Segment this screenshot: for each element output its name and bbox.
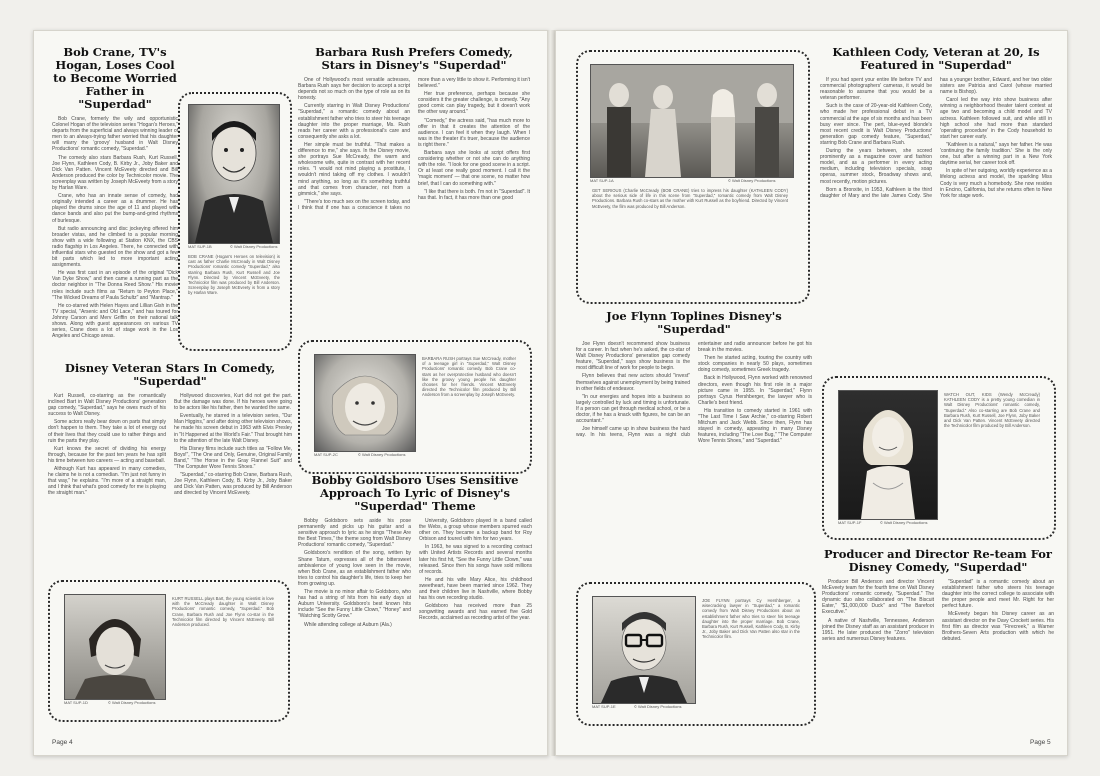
- paragraph: "Kathleen is a natural," says her father. He was 'continuing the family tradition.' She is the only one, but after a winning part in a New York daytime serial, her career took off.: [940, 141, 1052, 167]
- russell-portrait-icon: [65, 595, 165, 699]
- crane-photo: [188, 104, 280, 244]
- rush-photo-caption: BARBARA RUSH portrays Sue McCready, mother of a teenage girl in "Superdad," Walt Disney Productions' romantic comedy. Bob Crane co-stars as her overprotective husband who doesn't like the groovy young people his daughter chooses for her friends. Vincent McEveety directed the Technicolor film produced by Bill Anderson from a screenplay by Joseph McEveety.: [422, 356, 516, 398]
- cody-body: [820, 77, 1052, 201]
- paragraph: Back in Hollywood, Flynn worked with renowned directors, even though his first role in a major picture came in 1955. In "Superdad," Flynn portrays Cyrus Hershberger, the lawyer who is Charlie's best friend.: [698, 375, 812, 406]
- flynn-photo-caption: JOE FLYNN portrays Cy Hershberger, a wisecracking lawyer in "Superdad," a romantic comedy from Walt Disney Productions about an establishment father who tries to steer his teenage daughter into the proper marriage. Bob Crane, Barbara Rush, Kurt Russell, Kathleen Cody, B. Kirby Jr., Joby Baker and Dick Van Patten also star in the Technicolor film.: [702, 598, 800, 640]
- flynn-photo: [592, 596, 696, 704]
- crane-photo-caption: BOB CRANE (Hogan's Heroes on television) is cast as father Charlie McCready in Walt Disney Productions' romantic comedy "Superdad," also starring Barbara Rush, Kurt Russell and Joe Flynn. Directed by Vincent McEveety, the Technicolor film was produced by Bill Anderson. Screenplay by Joseph McEveety is from a story by Harlan Ware.: [188, 254, 280, 296]
- paragraph: Barbara says she looks at script offers first considering whether or not she can do anything with the role. "I look for one good scene in a script. Or at least one really good moment. I call it the 'magic moment' — that one scene, no matter how brief, that I can do something with.": [418, 150, 530, 187]
- paragraph: Producer Bill Anderson and director Vincent McEveety team for the fourth time on Walt Disney Productions' romantic comedy, "Superdad." The dynamic duo also collaborated on "The Biscuit Eater," "$1,000,000 Duck" and "The Barefoot Executive.": [822, 579, 934, 616]
- rush-photo-frame: [298, 340, 532, 474]
- paragraph: Eventually, he starred in a television series, "Our Man Higgins," and after doing other television shows, he made his screen debut in 1963 with Elvis Presley in "It Happened at the World's Fair." That brought him to the attention of the late Walt Disney.: [174, 413, 292, 444]
- paragraph: Born a Bronxite, in 1953, Kathleen is the third daughter of Mary and the late James Cody. She has a younger brother, Edward, and her two older sisters are Patricia and Carol (whose married name is Bishop).: [820, 77, 1052, 199]
- paragraph: "Comedy," the actress said, "has much more to offer in that it creates the attention of the audience. I can feel it when they laugh. When I was in the theater it's truer, because the audience is right there.": [418, 117, 530, 148]
- crane-photo-credit: MAT SUP-1B: [188, 244, 212, 249]
- page-number-left: Page 4: [52, 739, 73, 746]
- paragraph: Then he started acting, touring the country with stock companies in nearly 50 plays, sometimes doing comedy, sometimes Greek tragedy.: [698, 355, 812, 374]
- paragraph: Carol led the way into show business after winning a neighborhood theater talent contest at age two and becoming a child model and TV actress. Kathleen followed suit, and while still in high school she had more than standard 'operating procedure' in the Cody household to start her career early.: [940, 97, 1052, 140]
- crane-photo-rights: © Walt Disney Productions: [230, 244, 278, 249]
- goldsboro-article: [298, 474, 532, 736]
- group-scene-icon: [591, 65, 793, 177]
- paragraph: In spite of her outgoing, worldly experience as a lifelong actress and model, the sparkling Miss Cody is very much a homebody. She now resides in Encino, California, but she returns often to New York for stage work.: [940, 168, 1052, 199]
- russell-photo-frame: [48, 580, 290, 722]
- russell-article: [48, 362, 292, 562]
- paragraph: The movie is no minor affair to Goldsboro, who has had a string of hits from his early days at Auburn University. Goldsboro's best known hits include "See the Funny Little Clown," "Honey" and "Watching Scotty Grow.": [298, 589, 411, 620]
- paragraph: Bob Crane, formerly the wily and opportunistic Colonel Hogan of the television series "Hogan's Heroes," departs from the superficial and always winning leader of men to an always-trying father worried that his daughter will marry the 'groovy' husband in Walt Disney Productions' romantic comedy, "Superdad.": [52, 116, 178, 153]
- paragraph: Kurt knows the secret of dividing his energy through, because for the past ten years he has split his time between two careers — acting and baseball.: [48, 445, 166, 464]
- flynn-photo-credit: MAT SUP-1E: [592, 704, 616, 709]
- paragraph: In 1963, he was signed to a recording contract with United Artists Records and several months later his first hit, "See the Funny Little Clown," was released. Since then his songs have sold millions of records.: [419, 544, 532, 575]
- rush-photo-credit: MAT SUP-2C: [314, 452, 338, 457]
- group-photo-frame: [576, 50, 810, 304]
- paragraph: If you had spent your entire life before TV and commercial photographers' cameras, it would be reasonable to assume that you would be a veteran performer.: [820, 77, 932, 102]
- goldsboro-headline: Bobby Goldsboro Uses Sensitive Approach To Lyric of Disney's "Superdad" Theme: [311, 474, 519, 513]
- group-photo-caption: GET SERIOUS (Charlie McCready (BOB CRANE) tries to impress his daughter (KATHLEEN CODY) about the serious side of life in this scene from "Superdad," romantic comedy from Walt Disney Productions. Barbara Rush co-stars as the mother with Kurt Russell as the boyfriend. Directed by Vincent McEveety, the film was produced by Bill Anderson.: [592, 188, 788, 209]
- russell-headline: Disney Veteran Stars In Comedy, "Superdad": [64, 362, 276, 388]
- russell-photo-credit: MAT SUP-1D: [64, 700, 88, 705]
- group-photo: [590, 64, 794, 178]
- paragraph: The comedy also stars Barbara Rush, Kurt Russell, Joe Flynn, Kathleen Cody, B. Kirby Jr., Joby Baker and Dick Van Patten. Vincent McEveety directed and Bill Anderson produced the color by Technicolor movie. The screenplay was written by Joseph McEveety from a story by Harlan Ware.: [52, 154, 178, 192]
- paragraph: "There's too much sex on the screen today, and I think that if one has a conscience it takes no more than a very little to show it. Performing it isn't believed.": [298, 77, 530, 211]
- rush-headline: Barbara Rush Prefers Comedy, Stars in Disney's "Superdad": [315, 46, 513, 72]
- paragraph: "I like that there is both. I'm not in "Superdad". It has that. In fact, it has more than one good: [418, 188, 530, 201]
- paragraph: Joe Flynn doesn't recommend show business for a career. In fact when he's asked, the co-star of Walt Disney Productions' generation gap comedy feature, "Superdad," says show business is the most difficult line of work for people to begin.: [576, 341, 690, 372]
- paragraph: "Superdad" is a romantic comedy about an establishment father who steers his teenage daughter into the correct college to associate with the proper people and meet Mr. Right for her perfect future.: [942, 579, 1054, 610]
- paragraph: Goldsboro has received more than 25 songwriting awards and has earned five Gold Records, acclaimed as recording artist of the year.: [419, 603, 532, 622]
- group-photo-rights: © Walt Disney Productions: [728, 178, 776, 183]
- rush-article: [298, 46, 530, 336]
- russell-photo: [64, 594, 166, 700]
- crane-portrait-icon: [189, 105, 279, 243]
- crane-photo-frame: [178, 92, 292, 351]
- russell-photo-rights: © Walt Disney Productions: [108, 700, 156, 705]
- flynn-photo-rights: © Walt Disney Productions: [634, 704, 682, 709]
- paragraph: Flynn believes that new actors should "invest" themselves against unemployment by being trained in other fields of endeavor.: [576, 373, 690, 392]
- cody-photo-rights: © Walt Disney Productions: [880, 520, 928, 525]
- page-gutter: [547, 30, 555, 756]
- cody-portrait-icon: [839, 391, 937, 519]
- paragraph: Joe himself came up in show business the hard way. In his teens, Flynn was a night club entertainer and radio announcer before he got his break in the movies.: [576, 341, 812, 439]
- paragraph: Her simple must be truthful. "That makes a difference to me," she says. In the Disney movie, she portrays Sue McCready, the warm and wholesome wife, quite in contrast with her recent roles. "I would not mind playing a prostitute, I wouldn't mind taking off my clothes. I wouldn't mind anything, so long as it's something truthful and that comes from character, not from a gimmick," she says.: [298, 141, 410, 197]
- flynn-body: [576, 341, 812, 445]
- flynn-photo-frame: [576, 582, 816, 726]
- cody-photo: [838, 390, 938, 520]
- goldsboro-body: [298, 518, 532, 628]
- page-number-right: Page 5: [1030, 739, 1051, 746]
- paragraph: One of Hollywood's most versatile actresses, Barbara Rush says her decision to accept a script depends not so much on the type of role as on its honesty.: [298, 77, 410, 102]
- group-photo-credit: MAT SUP-1A: [590, 178, 614, 183]
- paragraph: He was first cast in an episode of the original "Dick Van Dyke Show," and then came a running part as the doctor neighbor in "The Donna Reed Show." His movie roles include such films as "Return to Peyton Place," "The Wicked Dreams of Paula Schultz" and "Mantrap.": [52, 270, 178, 301]
- paragraph: Hollywood discoveries, Kurt did not get the part. But the damage was done. If his heroes were going to be actors like his father, then he wanted the same.: [174, 393, 292, 412]
- paragraph: Such is the case of 20-year-old Kathleen Cody, who made her professional debut in a TV commercial at the age of six months and has been busy ever since. The pert, blue-eyed blonde's most recent credit is Walt Disney Productions' generation gap comedy feature, "Superdad," starring Bob Crane and Barbara Rush.: [820, 103, 932, 146]
- producer-headline: Producer and Director Re-team For Disney Comedy, "Superdad": [824, 548, 1052, 574]
- paragraph: His transition to comedy started in 1961 with "The Last Time I Saw Archie," co-starring Robert Mitchum and Jack Webb. Since then, Flynn has stayed in comedy, appearing in many Disney features, including "The Love Bug," "The Computer Wore Tennis Shoes," and "Superdad.": [698, 407, 812, 445]
- paragraph: During the years between, she scored prominently as a magazine cover and fashion model, and as a performer in every acting medium, including television specials, soap operas, summer stock, Broadway shows and, most recently, motion pictures.: [820, 148, 932, 185]
- paragraph: A native of Nashville, Tennessee, Anderson joined the Disney staff as an assistant producer in 1951. He later produced the "Zorro" television series and numerous Disney features.: [822, 617, 934, 642]
- producer-article: [822, 548, 1054, 738]
- flynn-portrait-icon: [593, 597, 695, 703]
- cody-photo-caption: WATCH OUT, KIDS (Wendy McCready) KATHLEEN CODY is a pretty young comedian in Walt Disney Productions' romantic comedy, "Superdad." Also co-starring are Bob Crane and Barbara Rush, Kurt Russell, Joe Flynn, Joby Baker and Dick Van Patten. Vincent McEveety directed the Technicolor film produced by Bill Anderson.: [944, 392, 1040, 429]
- rush-photo-rights: © Walt Disney Productions: [358, 452, 406, 457]
- rush-body: [298, 77, 530, 211]
- paragraph: But radio announcing and disc jockeying offered him broader vistas, and he climbed to a popular morning show with a wide following at Station KNX, the CBS radio flagship in Los Angeles. There, he connected with influential stars who guested on the show and got a few bit parts which led to more important acting assignments.: [52, 225, 178, 269]
- paragraph: Kurt Russell, co-starring as the romantically inclined Bart in Walt Disney Productions' generation gap comedy, "Superdad," says he owes much of his success to Walt Disney.: [48, 393, 166, 418]
- russell-body: [48, 393, 292, 499]
- paragraph: Goldsboro's rendition of the song, written by Shane Tatum, expresses all of the bittersweet ambivalence of young love seen in the movie, when Bob Crane, as an establishment father who tries to control his daughter's life, tries to keep her from growing up.: [298, 550, 411, 587]
- paragraph: "Superdad," co-starring Bob Crane, Barbara Rush, Joe Flynn, Kathleen Cody, B. Kirby Jr., Joby Baker and Dick Van Patten, was produced by Bill Anderson and directed by Vincent McEveety.: [174, 472, 292, 497]
- producer-body: [822, 579, 1054, 644]
- cody-photo-frame: [822, 376, 1056, 540]
- paragraph: Crane, who has an innate sense of comedy, had originally intended a career as a drummer. He has played the drums since the age of 11 and played with dance bands and also put the bump-and-grind rhythms of burlesque.: [52, 193, 178, 224]
- crane-headline: Bob Crane, TV's Hogan, Loses Cool to Become Worried Father in "Superdad": [53, 46, 177, 111]
- crane-body: [52, 116, 178, 339]
- paragraph: University, Goldsboro played in a band called the Webs, a group whose members spurred each other on. They became a backup band for Roy Orbison and toured with him for two years.: [419, 518, 532, 543]
- russell-photo-caption: KURT RUSSELL plays Bart, the young scientist in love with the McCready daughter in Walt Disney Productions' romantic comedy, "Superdad." Bob Crane, Barbara Rush and Joe Flynn co-star in the Technicolor film directed by Vincent McEveety. Bill Anderson produced.: [172, 596, 274, 628]
- paragraph: Some actors really bear down on parts that simply don't happen to them. They take a lot of energy out of their lives that they could use to rather things and ruin the parts they play.: [48, 419, 166, 444]
- paragraph: While attending college at Auburn (Ala.): [304, 621, 392, 628]
- paragraph: He and his wife Mary Alice, his childhood sweetheart, have been married since 1962. They and their children live in Nashville, where Bobby has his own recording studio.: [419, 576, 532, 602]
- cody-photo-credit: MAT SUP-1F: [838, 520, 862, 525]
- flynn-headline: Joe Flynn Toplines Disney's "Superdad": [606, 310, 782, 336]
- rush-photo: [314, 354, 416, 452]
- paragraph: Although Kurt has appeared in many comedies, he claims he is not a comedian. "I'm just not funny in that way," he explains. "I'm more of a straight man, and I think that what's good comedy for me is playing the straight man.": [48, 466, 166, 497]
- paragraph: "In our energies and hopes into a business so largely controlled by luck and timing is unfortunate. If a person can get through medical school, or be a doctor, if he has a knack with figures, he can be an accountant.": [576, 393, 690, 425]
- flynn-article: [576, 310, 812, 572]
- paragraph: His Disney films include such titles as "Follow Me, Boys!", "The One and Only, Genuine, Original Family Band," "The Horse in the Gray Flannel Suit" and "The Computer Wore Tennis Shoes.": [174, 445, 292, 471]
- paragraph: He co-starred with Helen Hayes and Lillian Gish in the TV special, "Arsenic and Old Lace," and has toured for Johnny Carson and Merv Griffin on their national talk shows. Along with guest appearances on various TV series, Crane does a lot of stage work in the Los Angeles and Chicago areas.: [52, 302, 178, 340]
- paragraph: Currently starring in Walt Disney Productions' "Superdad," a romantic comedy about an establishment father who tries to steer his teenage daughter into the proper marriage, Ms. Rush reads her career with a professional's care and consequently she asks a lot.: [298, 103, 410, 140]
- cody-article: [820, 46, 1052, 368]
- crane-article: [52, 46, 178, 356]
- cody-headline: Kathleen Cody, Veteran at 20, Is Featured in "Superdad": [832, 46, 1040, 72]
- paragraph: McEveety began his Disney career as an assistant director on the Davy Crockett series. His first film as director was "Firecreek," a Warner Brothers-Seven Arts production with which he debuted.: [942, 611, 1054, 642]
- paragraph: Her true preference, perhaps because she considers it the greater challenge, is comedy. "Any good comic can play tragedy, but it doesn't work the other way around.": [418, 91, 530, 116]
- rush-portrait-icon: [315, 355, 415, 451]
- paragraph: Bobby Goldsboro sets aside his pose permanently and picks up his guitar and a sensitive approach to lyric as he sings "These Are the Best Times," the theme song from Walt Disney Productions' romantic comedy, "Superdad.": [298, 518, 411, 549]
